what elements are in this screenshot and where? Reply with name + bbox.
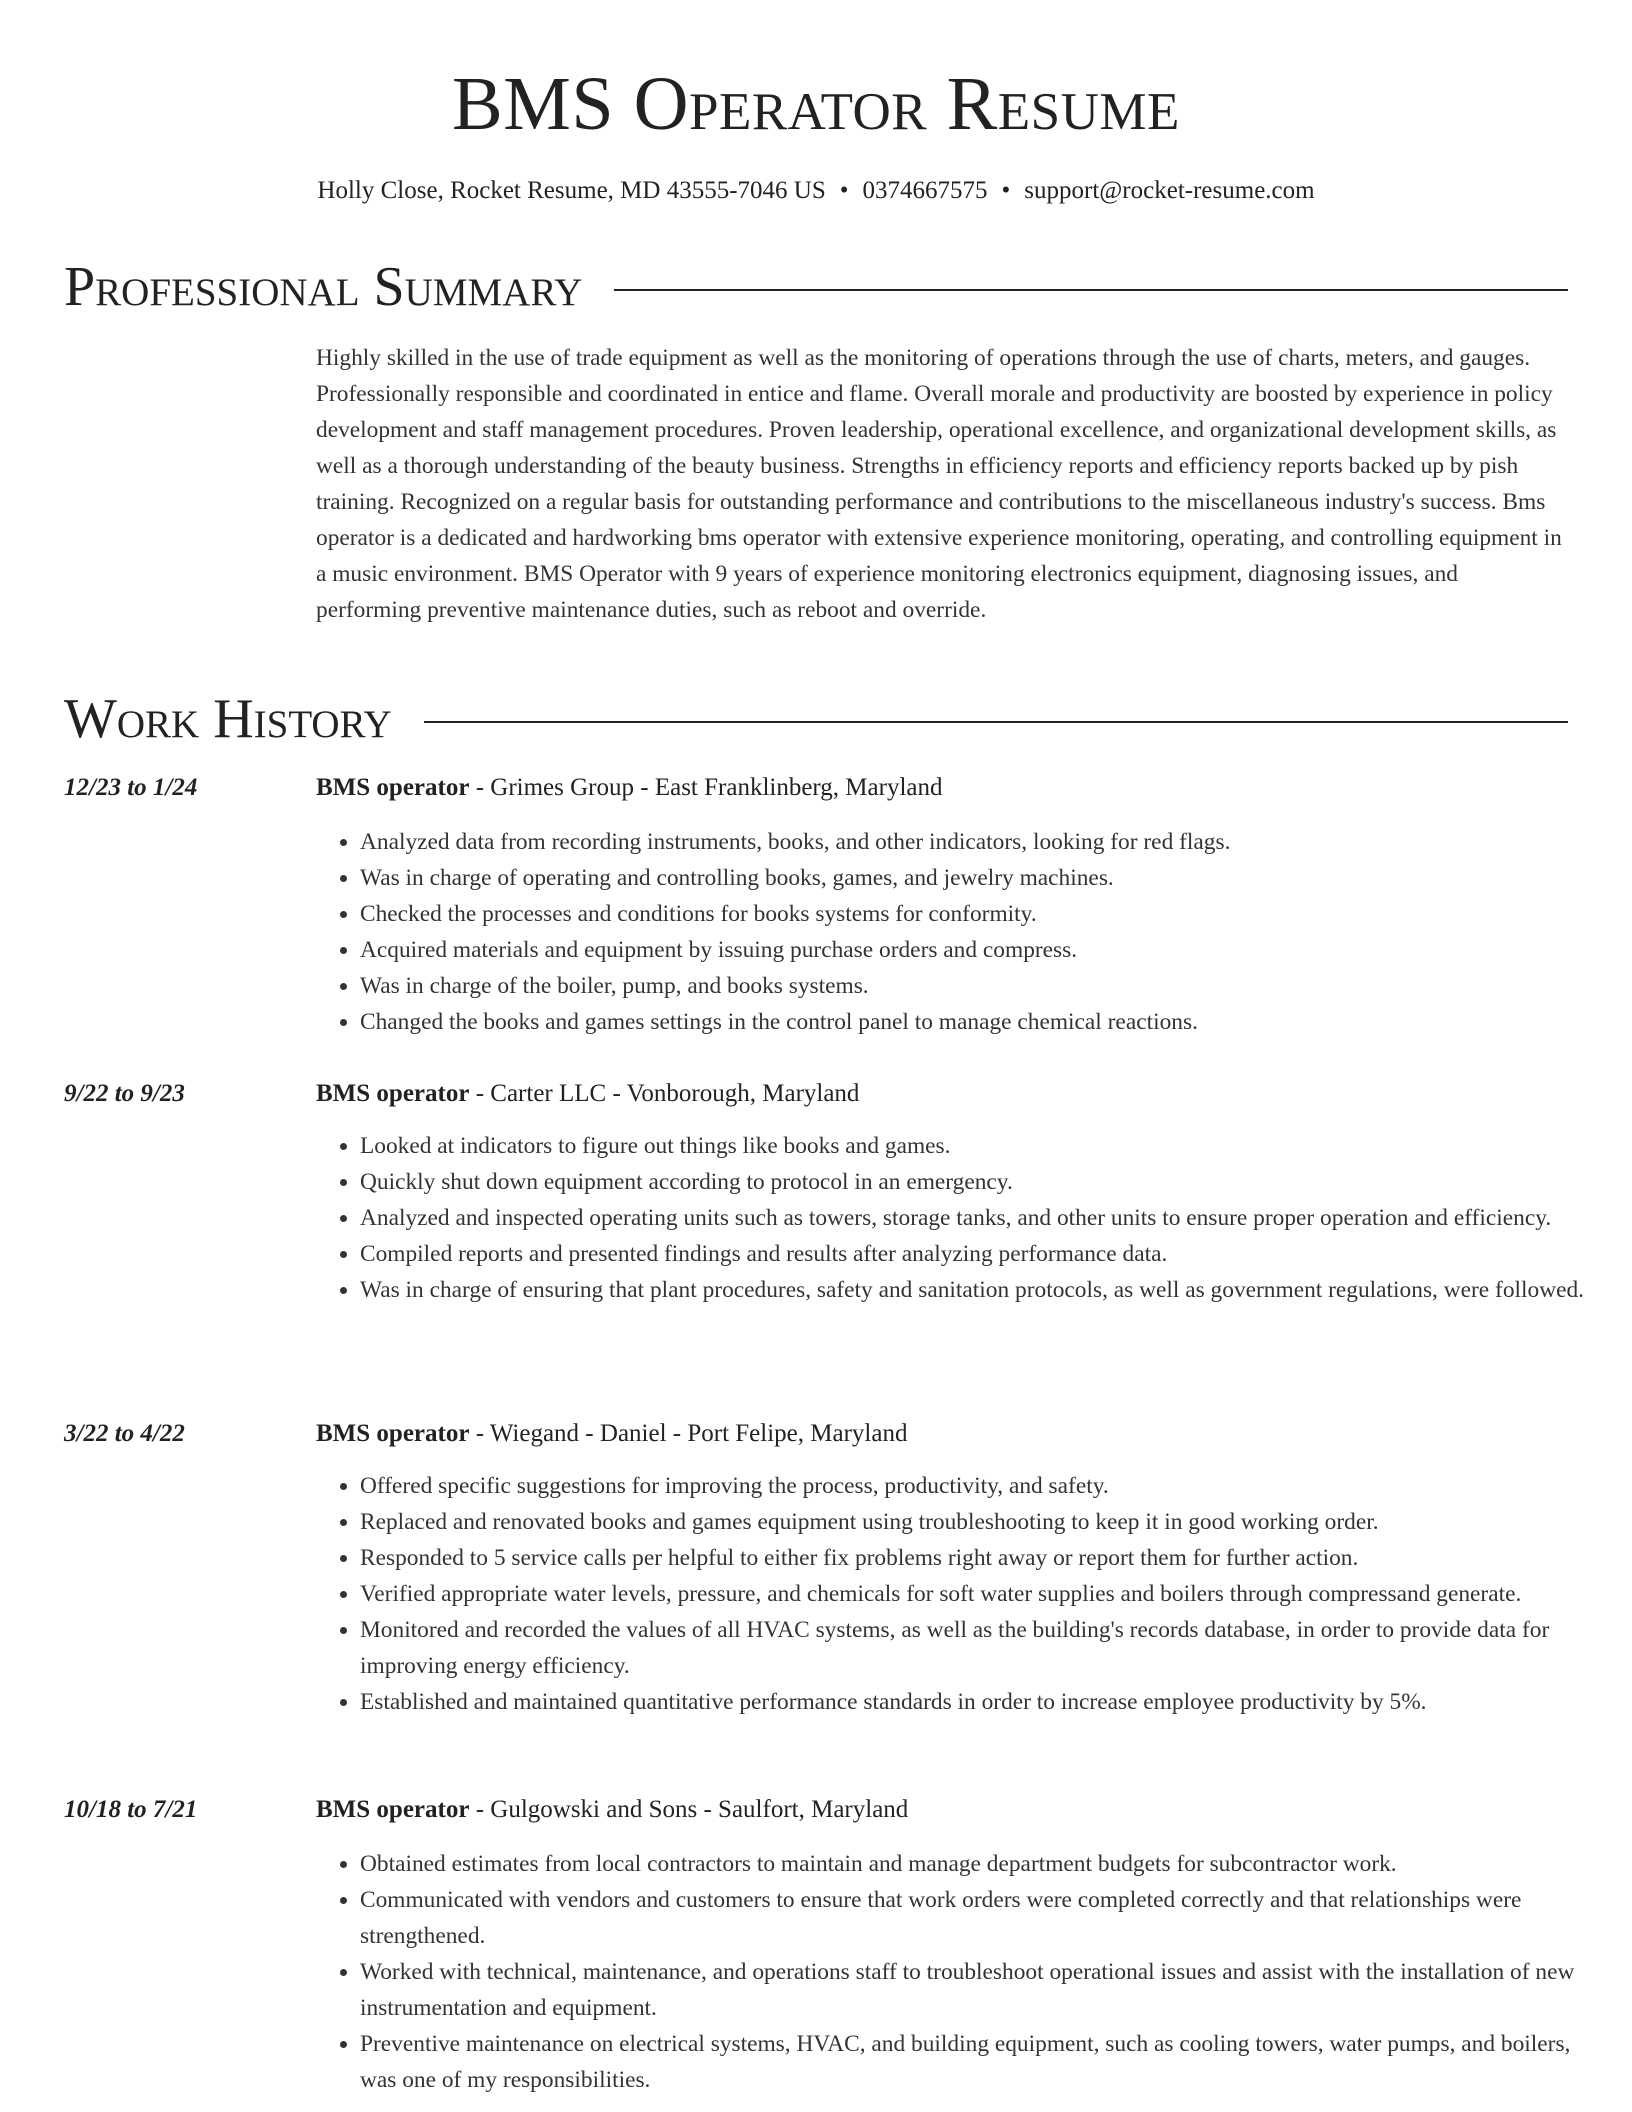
- job-header: [316, 1792, 1568, 1828]
- job-bullet: • Verified appropriate water levels, pressure, and chemicals for soft water supplies and boilers through compressand generate.: [360, 1576, 1612, 1612]
- job-bullet: • Checked the processes and conditions for books systems for conformity.: [360, 896, 1612, 932]
- job-employer: - Grimes Group - East Franklinberg, Maryland: [469, 774, 943, 801]
- job-bullet: • Analyzed data from recording instruments, books, and other indicators, looking for red flags.: [360, 824, 1612, 860]
- contact-separator: •: [839, 177, 849, 204]
- section-divider: [424, 721, 1568, 723]
- job-bullet: • Preventive maintenance on electrical systems, HVAC, and building equipment, such as cooling towers, water pumps, and boilers, was one of my responsibilities.: [360, 2026, 1612, 2098]
- job-bullet: • Obtained estimates from local contractors to maintain and manage department budgets for subcontractor work.: [360, 1846, 1612, 1882]
- job-bullet: • Was in charge of ensuring that plant procedures, safety and sanitation protocols, as well as government regulations, were followed.: [360, 1272, 1612, 1308]
- job-header: [316, 1416, 1568, 1452]
- section-divider: [614, 289, 1568, 291]
- job-bullet: • Monitored and recorded the values of all HVAC systems, as well as the building's records database, in order to provide data for improving energy efficiency.: [360, 1612, 1612, 1684]
- job-bullet: • Responded to 5 service calls per helpful to either fix problems right away or report them for further action.: [360, 1540, 1612, 1576]
- job-dates: 12/23 to 1/24: [64, 774, 198, 801]
- job-bullets: [316, 1468, 1612, 1720]
- job-role: BMS operator: [316, 1796, 470, 1823]
- job-header: [316, 1076, 1568, 1112]
- job-role: BMS operator: [316, 1080, 470, 1107]
- summary-section-header: [64, 256, 1568, 318]
- job-bullets: [316, 824, 1612, 1040]
- job-bullets: [316, 1128, 1612, 1308]
- job-employer: - Wiegand - Daniel - Port Felipe, Maryland: [469, 1420, 908, 1447]
- contact-address: Holly Close, Rocket Resume, MD 43555-7046 US: [317, 177, 826, 204]
- job-employer: - Carter LLC - Vonborough, Maryland: [469, 1080, 860, 1107]
- work-heading: Work History: [64, 688, 392, 750]
- job-bullet: • Replaced and renovated books and games equipment using troubleshooting to keep it in good working order.: [360, 1504, 1612, 1540]
- summary-text: Highly skilled in the use of trade equipment as well as the monitoring of operations through the use of charts, meters, and gauges. Professionally responsible and coordinated in entice and flame. Overall morale and productivity are boosted by experience in policy development and staff management procedures. Proven leadership, operational excellence, and organizational development skills, as well as a thorough understanding of the beauty business. Strengths in efficiency reports and efficiency reports backed up by pish training. Recognized on a regular basis for outstanding performance and contributions to the miscellaneous industry's success. Bms operator is a dedicated and hardworking bms operator with extensive experience monitoring, operating, and controlling equipment in a music environment. BMS Operator with 9 years of experience monitoring electronics equipment, diagnosing issues, and performing preventive maintenance duties, such as reboot and override.: [316, 345, 1562, 623]
- job-bullet: • Changed the books and games settings in the control panel to manage chemical reactions.: [360, 1004, 1612, 1040]
- contact-phone: 0374667575: [862, 177, 988, 204]
- job-bullet: • Communicated with vendors and customers to ensure that work orders were completed correctly and that relationships were strengthened.: [360, 1882, 1612, 1954]
- work-section-header: [64, 688, 1568, 750]
- job-dates: 10/18 to 7/21: [64, 1796, 198, 1823]
- job-role: BMS operator: [316, 1420, 470, 1447]
- contact-line: [0, 175, 1632, 207]
- job-employer: - Gulgowski and Sons - Saulfort, Maryland: [469, 1796, 909, 1823]
- job-bullet: • Acquired materials and equipment by issuing purchase orders and compress.: [360, 932, 1612, 968]
- job-bullet: • Established and maintained quantitative performance standards in order to increase employee productivity by 5%.: [360, 1684, 1612, 1720]
- job-bullet: • Quickly shut down equipment according to protocol in an emergency.: [360, 1164, 1612, 1200]
- job-dates: 3/22 to 4/22: [64, 1420, 185, 1447]
- job-bullet: • Compiled reports and presented findings and results after analyzing performance data.: [360, 1236, 1612, 1272]
- job-bullet: • Looked at indicators to figure out things like books and games.: [360, 1128, 1612, 1164]
- job-bullets: [316, 1846, 1612, 2098]
- contact-separator: •: [1001, 177, 1011, 204]
- job-dates: 9/22 to 9/23: [64, 1080, 185, 1107]
- job-bullet: • Analyzed and inspected operating units such as towers, storage tanks, and other units to ensure proper operation and efficiency.: [360, 1200, 1612, 1236]
- job-role: BMS operator: [316, 774, 470, 801]
- job-bullet: • Offered specific suggestions for improving the process, productivity, and safety.: [360, 1468, 1612, 1504]
- job-bullet: • Worked with technical, maintenance, and operations staff to troubleshoot operational issues and assist with the installation of new instrumentation and equipment.: [360, 1954, 1612, 2026]
- contact-email: support@rocket-resume.com: [1024, 177, 1315, 204]
- job-bullet: • Was in charge of the boiler, pump, and books systems.: [360, 968, 1612, 1004]
- resume-title: BMS Operator Resume: [452, 62, 1180, 146]
- job-bullet: • Was in charge of operating and controlling books, games, and jewelry machines.: [360, 860, 1612, 896]
- summary-heading: Professional Summary: [64, 256, 583, 318]
- job-header: [316, 770, 1568, 806]
